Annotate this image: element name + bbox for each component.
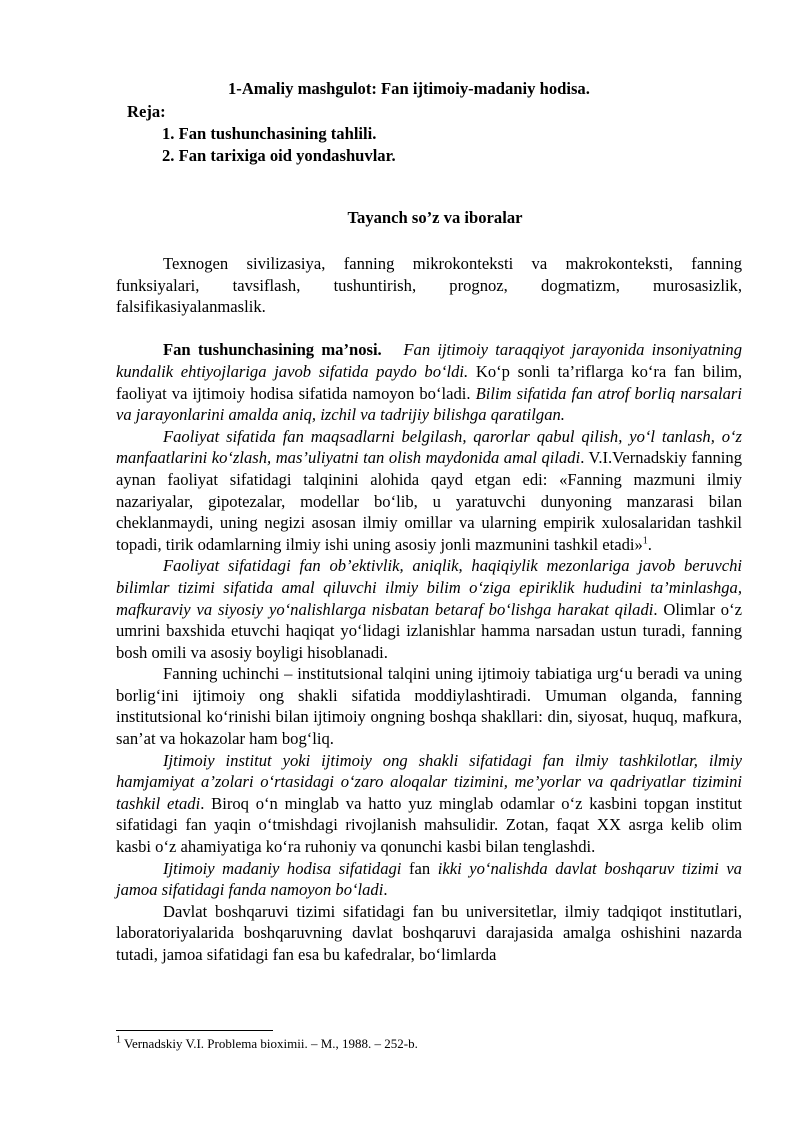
footnote-mark: 1 (116, 1034, 121, 1046)
paragraph-cultural: Ijtimoiy madaniy hodisa sifatidagi fan ikki yo‘nalishda davlat boshqaruv tizimi va jamoa sifatidagi fanda namoyon bo‘ladi. (116, 858, 742, 900)
footnote-text: Vernadskiy V.I. Problema bioximii. – M., 1988. – 252-b. (121, 1036, 418, 1051)
paragraph-state-governance: Davlat boshqaruvi tizimi sifatidagi fan bu universitetlar, ilmiy tadqiqot institutlari, laboratoriyalarida boshqaruvning davlat boshqaruvi darajasida amalga oshishini nazarda tutadi, jamoa sifatidagi fan esa bu kafedralar, bo‘limlarda (116, 901, 742, 964)
keywords-heading: Tayanch so’z va iboralar (347, 208, 523, 227)
footnote-reference: 1 (642, 535, 648, 547)
keywords-paragraph: Texnogen sivilizasiya, fanning mikrokonteksti va makrokonteksti, fanning funksiyalari, tavsiflash, tushuntirish, prognoz, dogmatizm, murosasizlik, falsifikasiyalanmaslik. (116, 254, 742, 317)
plan-item-1: 1. Fan tushunchasining tahlili. (162, 124, 377, 143)
paragraph-activity: Faoliyat sifatida fan maqsadlarni belgilash, qarorlar qabul qilish, yo‘l tanlash, o‘z manfaatlarini ko‘zlash, mas’uliyatni tan olish maydonida amal qiladi. V.I.Vernadskiy fanning aynan faoliyat sifatidagi talqinini alohida qayd etgan edi: «Fanning mazmuni ilmiy nazariyalar, gipotezalar, modellar bo‘lib, u yaratuvchi dunyoning manzarasi bilan cheklanmaydi, uning negizi asosan ilmiy omillar va ularning empirik xulosalaridan tashkil topadi, tirik odamlarning ilmiy ishi uning asosiy jonli mazmunini tashkil etadi»$^1$. (116, 426, 743, 554)
paragraph-social-institute: Ijtimoiy institut yoki ijtimoiy ong shakli sifatidagi fan ilmiy tashkilotlar, ilmiy hamjamiyat a’zolari o‘rtasidagi o‘zaro aloqalar tizimini, me’yorlar va qadriyatlar tizimini tashkil etadi. Biroq o‘n minglab va hatto yuz minglab odamlar o‘z kasbini topgan institut sifatidagi fan yaqin o‘tmishdagi rivojlanish mahsulidir. Zotan, faqat XX asrga kelib olim kasbi o‘z ahamiyatiga ko‘ra ruhoniy va qonunchi kasbi bilan tenglashdi. (116, 750, 743, 857)
plan-label: Reja: (127, 102, 166, 121)
footnote-divider (116, 1030, 273, 1031)
page-title: 1-Amaliy mashgulot: Fan ijtimoiy-madaniy hodisa. (228, 79, 590, 98)
paragraph-definition: Fan tushunchasining ma’nosi. Fan ijtimoiy taraqqiyot jarayonida insoniyatning kundalik ehtiyojlariga javob sifatida paydo bo‘ldi. Ko‘p sonli ta’riflarga ko‘ra fan bilim, faoliyat va ijtimoiy hodisa sifatida namoyon bo‘ladi. Bilim sifatida fan atrof borliq narsalari va jarayonlarini amalda aniq, izchil va tadrijiy bilishga qaratilgan. (116, 340, 743, 425)
paragraph-objectivity: Faoliyat sifatidagi fan ob’ektivlik, aniqlik, haqiqiylik mezonlariga javob beruvchi bilimlar tizimi sifatida amal qiluvchi ilmiy bilim o‘ziga epiriklik hududini ta’minlashga, mafkuraviy va siyosiy yo‘nalishlarga nisbatan betaraf bo‘lishga harakat qiladi. Olimlar o‘z umrini baxshida etuvchi haqiqat yo‘lidagi izlanishlar hamma narsadan ustun turadi, fanning bosh omili va asosiy boyligi hisoblanadi. (116, 556, 742, 662)
plan-item-2: 2. Fan tarixiga oid yondashuvlar. (162, 146, 396, 165)
section-heading: Fan tushunchasining ma’nosi. (163, 340, 382, 360)
footnote (116, 1036, 418, 1052)
document-body (116, 253, 742, 966)
paragraph-institutional: Fanning uchinchi – institutsional talqini uning ijtimoiy tabiatiga urg‘u beradi va uning borlig‘ini ijtimoiy ong shakli sifatida moddiylashtiradi. Umuman olganda, fanning institutsional ko‘rinishi bilan ijtimoiy ongning boshqa shakllari: din, siyosat, huquq, mafkura, san’at va hokazolar ham bog‘liq. (116, 664, 742, 749)
